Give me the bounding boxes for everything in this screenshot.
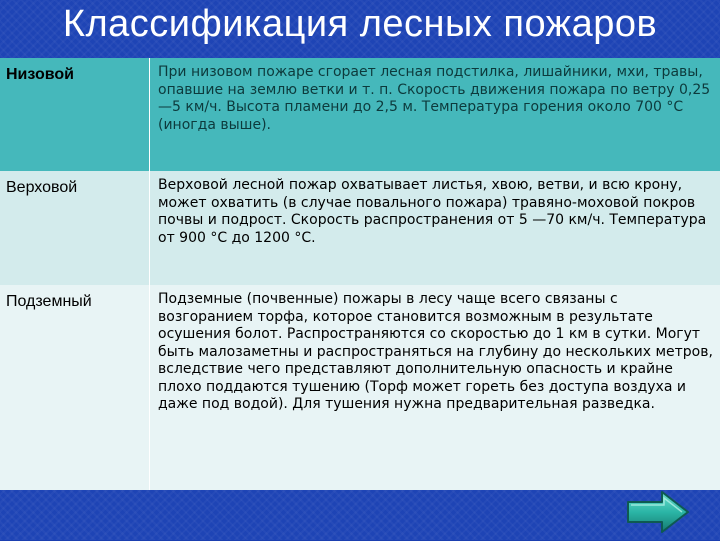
fire-description-cell bbox=[150, 58, 720, 171]
fire-type-cell bbox=[0, 285, 150, 490]
fire-type-label: Низовой bbox=[6, 66, 74, 83]
fire-type-label: Верховой bbox=[6, 179, 78, 196]
fire-description: Подземные (почвенные) пожары в лесу чаще всего связаны с возгоранием торфа, которое становится возможным в результате осушения болот. Распространяются со скоростью до 1 км в сутки. Могут быть малозаметны и распространяться на глубину до нескольких метров, вследствие чего представляют дополнительную опасность и крайне плохо поддаются тушению (Торф может гореть без доступа воздуха и даже под водой). Для тушения нужна предварительная разведка. bbox=[158, 291, 713, 412]
table-row-surface-fire bbox=[0, 58, 720, 171]
table-row-crown-fire bbox=[0, 171, 720, 285]
fire-description-cell bbox=[150, 171, 720, 285]
fire-description-cell bbox=[150, 285, 720, 490]
next-slide-button[interactable] bbox=[622, 488, 694, 536]
fire-type-cell bbox=[0, 58, 150, 171]
table-row-ground-fire bbox=[0, 285, 720, 490]
slide-title: Классификация лесных пожаров bbox=[62, 3, 658, 45]
fire-description: При низовом пожаре сгорает лесная подстилка, лишайники, мхи, травы, опавшие на землю ветки и т. п. Скорость движения пожара по ветру 0,25—5 км/ч. Высота пламени до 2,5 м. Температура горения около 700 °С (иногда выше). bbox=[158, 64, 711, 133]
fire-description: Верховой лесной пожар охватывает листья, хвою, ветви, и всю крону, может охватить (в случае повального пожара) травяно-моховой покров почвы и подрост. Скорость распространения от 5 —70 км/ч. Температура от 900 °С до 1200 °С. bbox=[158, 177, 707, 246]
slide-footer bbox=[0, 490, 720, 540]
fire-type-cell bbox=[0, 171, 150, 285]
fire-type-label: Подземный bbox=[6, 293, 92, 310]
arrow-right-icon bbox=[622, 488, 694, 536]
